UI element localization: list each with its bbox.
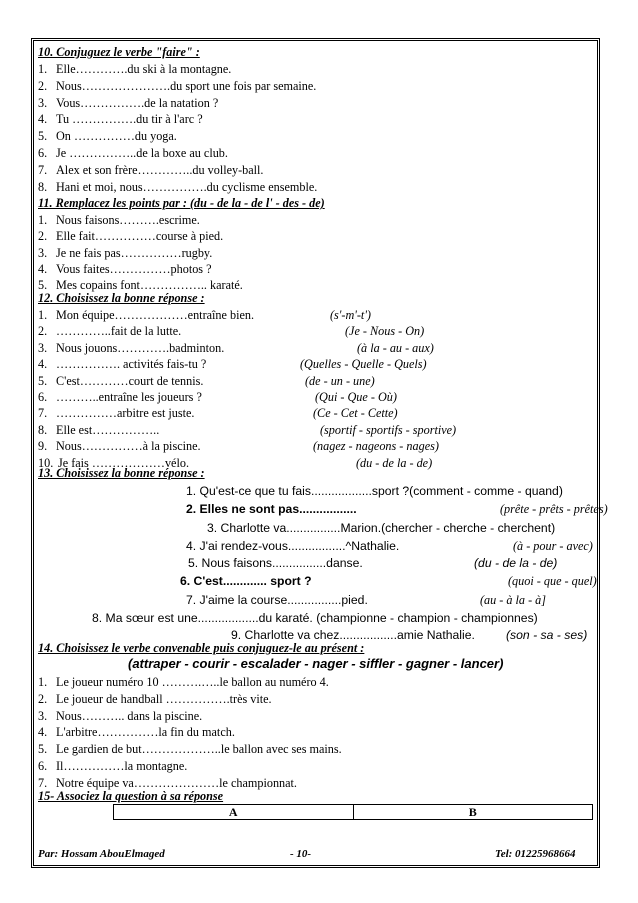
section-13-item-options: (à - pour - avec) — [513, 539, 593, 553]
section-12-item-number: 10. — [38, 455, 54, 470]
section-11-item-text: Nous faisons……….escrime. — [56, 213, 200, 227]
section-12-item-number: 5. — [38, 373, 48, 388]
section-11-item-number: 3. — [38, 245, 48, 260]
section-14-item-text: Le gardien de but………………..le ballon avec ses mains. — [56, 742, 342, 757]
section-10-item-number: 3. — [38, 95, 48, 110]
section-13-item-text: 4. J'ai rendez-vous.................^Nathalie. — [186, 539, 400, 553]
section-12-item-text: ……………arbitre est juste. — [56, 406, 195, 421]
section-14-item-number: 1. — [38, 675, 48, 689]
section-12-item-options: (Je - Nous - On) — [345, 324, 425, 339]
section-14-item-text: Il……………la montagne. — [56, 759, 188, 773]
section-12-item-text: Nous jouons………….badminton. — [56, 340, 225, 355]
footer-author: Par: Hossam AbouElmaged — [38, 848, 165, 860]
section-12-item-number: 8. — [38, 422, 48, 437]
section-12-item-number: 4. — [38, 357, 48, 372]
section-10-item-number: 6. — [38, 146, 48, 160]
section-10-item-number: 4. — [38, 112, 48, 127]
section-10-item-number: 2. — [38, 78, 48, 93]
footer-page-number: - 10- — [290, 848, 312, 860]
section-10-item-number: 5. — [38, 129, 48, 144]
section-12-item-text: Elle est…………….. — [56, 422, 160, 437]
section-10-item-text: On ……………du yoga. — [56, 129, 177, 144]
section-14-item-text: Notre équipe va…………………le championnat. — [56, 775, 297, 790]
section-13-item-text: 2. Elles ne sont pas................. — [186, 502, 357, 516]
section-13-item-options: (quoi - que - quel) — [508, 574, 597, 588]
section-11-item-number: 5. — [38, 278, 48, 293]
section-14-item-text: L'arbitre……………la fin du match. — [56, 725, 235, 740]
section-14-item-text: Le joueur numéro 10 ……….…..le ballon au numéro 4. — [56, 675, 329, 689]
section-11-item-number: 4. — [38, 261, 48, 276]
column-a-header: A — [114, 805, 354, 819]
column-b-header: B — [468, 805, 477, 819]
section-14-title: 14. Choisissez le verbe convenable puis conjuguez-le au présent : — [38, 641, 365, 655]
section-14-item-text: Le joueur de handball …………….très vite. — [56, 691, 272, 706]
section-12-item-options: (s'-m'-t') — [330, 308, 371, 322]
section-12-item-number: 3. — [38, 340, 48, 355]
section-12-title: 12. Choisissez la bonne réponse : — [38, 291, 205, 305]
section-13-item-options: (du - de la - de) — [474, 556, 558, 570]
section-12-item-text: Je fais ………………vélo. — [58, 455, 189, 470]
section-13-item-text: 8. Ma sœur est une..................du karaté. (championne - champion - championnes) — [92, 611, 538, 625]
section-11-item-text: Je ne fais pas……………rugby. — [56, 245, 213, 260]
section-12-item-options: (du - de la - de) — [356, 455, 433, 470]
section-12-item-options: (sportif - sportifs - sportive) — [320, 422, 457, 437]
match-table — [113, 804, 593, 820]
section-10-item-text: Elle………….du ski à la montagne. — [56, 62, 232, 76]
section-10-item-text: Nous………………….du sport une fois par semaine. — [56, 78, 317, 93]
section-14-item-number: 6. — [38, 759, 48, 773]
section-14-item-number: 3. — [38, 708, 48, 723]
verb-list: (attraper - courir - escalader - nager - siffler - gagner - lancer) — [128, 656, 504, 671]
section-12-item-options: (de - un - une) — [305, 373, 375, 388]
section-13-item-text: 3. Charlotte va................Marion.(chercher - cherche - cherchent) — [207, 521, 556, 535]
section-12-item-number: 6. — [38, 390, 48, 404]
section-14-item-number: 4. — [38, 725, 48, 740]
section-14-item-number: 5. — [38, 742, 48, 757]
section-13-item-options: (son - sa - ses) — [506, 628, 588, 642]
section-13-item-text: 6. C'est............. sport ? — [180, 574, 312, 588]
section-13-title: 13. Choisissez la bonne réponse : — [38, 466, 205, 480]
section-10-item-text: Tu …………….du tir à l'arc ? — [56, 112, 203, 127]
section-11-title: 11. Remplacez les points par : (du - de la - de l' - des - de) — [38, 196, 325, 210]
section-12-item-options: (à la - au - aux) — [357, 340, 434, 355]
section-13-item-text: 7. J'aime la course................pied. — [186, 593, 368, 607]
section-12-item-options: (Ce - Cet - Cette) — [313, 406, 398, 421]
section-12-item-text: ………..entraîne les joueurs ? — [56, 390, 202, 404]
section-12-item-options: (nagez - nageons - nages) — [313, 439, 439, 454]
section-14-item-number: 7. — [38, 775, 48, 790]
section-11-item-text: Elle fait……………course à pied. — [56, 229, 224, 244]
section-13-item-text: 5. Nous faisons................danse. — [188, 556, 363, 570]
section-10-item-number: 7. — [38, 162, 48, 177]
section-12-item-number: 7. — [38, 406, 48, 421]
section-12-item-text: ……………. activités fais-tu ? — [56, 357, 207, 372]
section-13-item-options: (prête - prêts - prêtes) — [500, 502, 608, 516]
section-13-item-options: (au - à la - à] — [480, 593, 547, 607]
section-13-item-text: 1. Qu'est-ce que tu fais..................sport ?(comment - comme - quand) — [186, 484, 563, 498]
section-14-item-number: 2. — [38, 691, 48, 706]
section-10-item-text: Vous…………….de la natation ? — [56, 95, 219, 110]
section-12-item-options: (Qui - Que - Où) — [315, 390, 397, 404]
section-14-item-text: Nous……….. dans la piscine. — [56, 708, 203, 723]
section-11-item-number: 1. — [38, 213, 48, 227]
section-11-item-number: 2. — [38, 229, 48, 244]
section-10-item-text: Alex et son frère…………..du volley-ball. — [56, 162, 264, 177]
section-12-item-number: 9. — [38, 439, 48, 454]
section-11-item-text: Mes copains font…………….. karaté. — [56, 278, 243, 293]
section-15-title: 15- Associez la question à sa réponse — [38, 789, 224, 803]
section-10-item-number: 8. — [38, 179, 48, 194]
section-12-item-text: Mon équipe………………entraîne bien. — [56, 308, 255, 322]
section-12-item-options: (Quelles - Quelle - Quels) — [300, 357, 427, 372]
section-10-item-number: 1. — [38, 62, 48, 76]
section-12-item-text: Nous……………à la piscine. — [56, 439, 201, 454]
section-10-item-text: Je ……………..de la boxe au club. — [56, 146, 228, 160]
section-10-title: 10. Conjuguez le verbe "faire" : — [38, 45, 200, 59]
footer-phone: Tel: 01225968664 — [495, 848, 576, 860]
section-11-item-text: Vous faites……………photos ? — [56, 261, 212, 276]
section-12-item-number: 2. — [38, 324, 48, 339]
section-12-item-text: …………..fait de la lutte. — [56, 324, 182, 339]
section-10-item-text: Hani et moi, nous…………….du cyclisme ensemble. — [56, 179, 318, 194]
section-12-item-text: C'est…………court de tennis. — [56, 373, 204, 388]
section-12-item-number: 1. — [38, 308, 48, 322]
section-13-item-text: 9. Charlotte va chez.................amie Nathalie. — [231, 628, 475, 642]
